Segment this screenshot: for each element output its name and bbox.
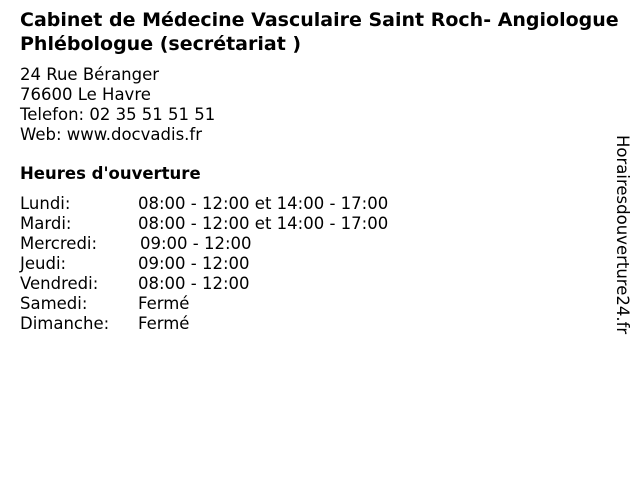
time-value: 09:00 - 12:00 bbox=[138, 254, 250, 273]
day-label: Mardi: bbox=[20, 214, 72, 233]
time-value: Fermé bbox=[138, 294, 190, 313]
day-label: Mercredi: bbox=[20, 234, 98, 253]
day-label: Vendredi: bbox=[20, 274, 99, 293]
day-label: Jeudi: bbox=[20, 254, 67, 273]
address-block bbox=[20, 65, 215, 145]
day-label: Dimanche: bbox=[20, 314, 110, 333]
hours-row-monday bbox=[20, 194, 388, 214]
time-value: 08:00 - 12:00 et 14:00 - 17:00 bbox=[138, 214, 389, 233]
site-watermark: Horairesdouverture24.fr bbox=[613, 135, 632, 335]
day-label: Samedi: bbox=[20, 294, 88, 313]
city-postal: 76600 Le Havre bbox=[20, 85, 151, 104]
website-link[interactable]: Web: www.docvadis.fr bbox=[20, 125, 202, 144]
hours-row-friday bbox=[20, 274, 388, 294]
day-label: Lundi: bbox=[20, 194, 71, 213]
hours-row-wednesday bbox=[20, 234, 388, 254]
street-address: 24 Rue Béranger bbox=[20, 65, 160, 84]
hours-row-sunday bbox=[20, 314, 388, 334]
time-value: Fermé bbox=[138, 314, 190, 333]
hours-row-saturday bbox=[20, 294, 388, 314]
phone-number[interactable]: Telefon: 02 35 51 51 51 bbox=[20, 105, 216, 124]
opening-hours-table bbox=[20, 194, 388, 334]
hours-row-thursday bbox=[20, 254, 388, 274]
time-value: 08:00 - 12:00 bbox=[138, 274, 250, 293]
business-title: Cabinet de Médecine Vasculaire Saint Roch- Angiologue Phlébologue (secrétariat ) bbox=[20, 9, 619, 55]
time-value: 09:00 - 12:00 bbox=[140, 234, 252, 253]
time-value: 08:00 - 12:00 et 14:00 - 17:00 bbox=[138, 194, 389, 213]
opening-hours-heading: Heures d'ouverture bbox=[20, 164, 201, 183]
hours-row-tuesday bbox=[20, 214, 388, 234]
